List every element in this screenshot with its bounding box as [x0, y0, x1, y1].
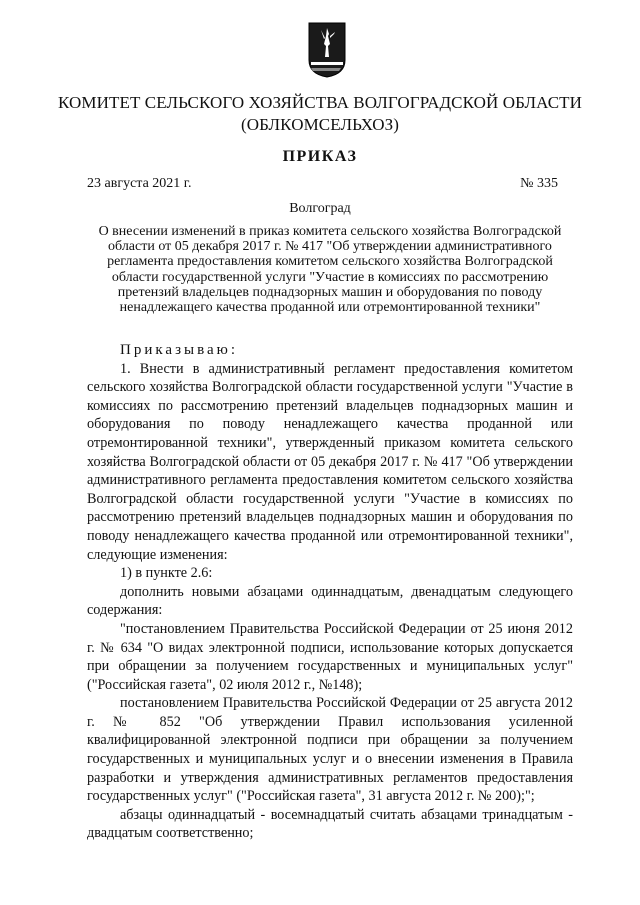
organization-abbreviation: (ОБЛКОМСЕЛЬХОЗ) [240, 115, 400, 134]
document-date: 23 августа 2021 г. [87, 176, 192, 191]
document-type-title: ПРИКАЗ [282, 148, 358, 165]
document-city: Волгоград [289, 201, 351, 216]
body-paragraph: абзацы одиннадцатый - восемнадцатый считать абзацами тринадцатым - двадцатым соответственно; [87, 806, 573, 842]
body-paragraph: постановлением Правительства Российской Федерации от 25 августа 2012 г. № 852 "Об утверждении Правил использования усиленной квалифицированной электронной подписи при обращении за получением государственных и муниципальных услуг и о внесении изменения в Правила разработки и утверждения административных регламентов предоставления государственных услуг" ("Российская газета", 31 августа 2012 г. № 200);"; [87, 695, 573, 805]
orders-heading: Приказываю: [120, 342, 238, 358]
body-paragraph: 1) в пункте 2.6: [120, 565, 213, 582]
volgograd-coat-of-arms-icon [308, 22, 346, 78]
document-body [87, 341, 573, 843]
document-subject: О внесении изменений в приказ комитета сельского хозяйства Волгоградской области от 05 декабря 2017 г. № 417 "Об утверждении административного регламента предоставления комитетом сельского хозяйства Волгоградской области государственной услуги "Участие в комиссиях по рассмотрению претензий владельцев поднадзорных машин и оборудования по поводу ненадлежащего качества проданной или отремонтированной техники" [98, 224, 562, 316]
body-paragraph: 1. Внести в административный регламент предоставления комитетом сельского хозяйства Волгоградской области государственной услуги "Участие в комиссиях по рассмотрению претензий владельцев поднадзорных машин и оборудования по поводу ненадлежащего качества проданной или отремонтированной техники", утвержденный приказом комитета сельского хозяйства Волгоградской области от 05 декабря 2017 г. № 417 "Об утверждении административного регламента предоставления комитетом сельского хозяйства Волгоградской области государственной услуги "Участие в комиссиях по рассмотрению претензий владельцев поднадзорных машин и оборудования по поводу ненадлежащего качества проданной или отремонтированной техники", следующие изменения: [87, 360, 573, 563]
organization-name: КОМИТЕТ СЕЛЬСКОГО ХОЗЯЙСТВА ВОЛГОГРАДСКОЙ ОБЛАСТИ [57, 93, 582, 112]
body-paragraph: дополнить новыми абзацами одиннадцатым, двенадцатым следующего содержания: [87, 583, 573, 619]
document-number: № 335 [520, 176, 558, 191]
body-paragraph: "постановлением Правительства Российской Федерации от 25 июня 2012 г. № 634 "О видах электронной подписи, использование которых допускается при обращении за получением государственных и муниципальных услуг" ("Российская газета", 02 июля 2012 г., №148); [87, 620, 573, 693]
